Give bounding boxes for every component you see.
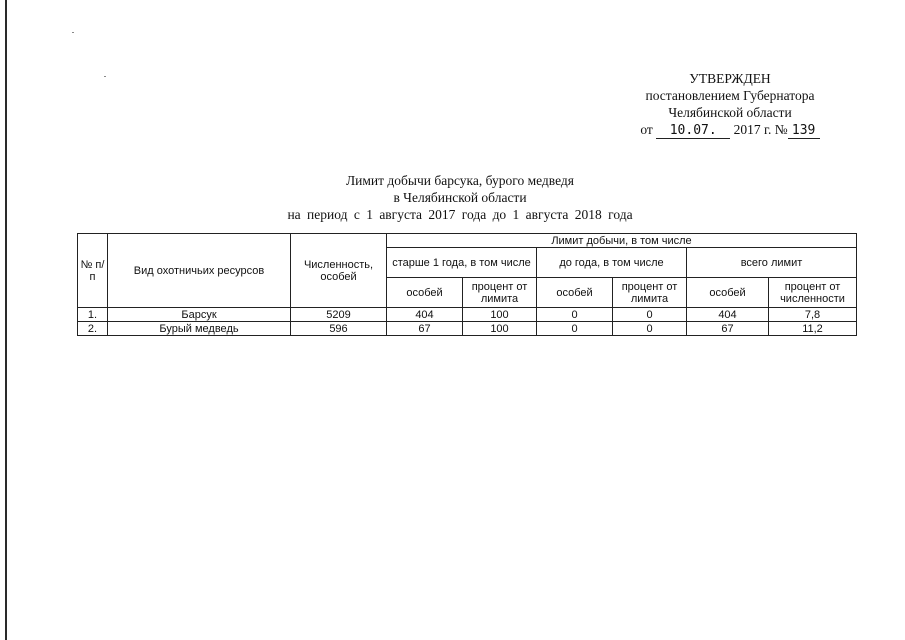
row-population: 596 (291, 322, 387, 336)
header-under-percent: процент от лимита (613, 278, 687, 308)
row-population: 5209 (291, 308, 387, 322)
approval-date-value: 10.07. (656, 124, 730, 139)
header-num: № п/п (78, 234, 108, 308)
header-total-percent: процент от численности (769, 278, 857, 308)
document-title (200, 172, 720, 223)
row-num: 2. (78, 322, 108, 336)
row-total-percent: 7,8 (769, 308, 857, 322)
row-over-percent: 100 (463, 322, 537, 336)
limits-table (77, 233, 857, 336)
row-name: Бурый медведь (108, 322, 291, 336)
scan-speck (104, 76, 106, 77)
row-total-percent: 11,2 (769, 322, 857, 336)
row-under-percent: 0 (613, 308, 687, 322)
header-population: Численность, особей (291, 234, 387, 308)
approval-line-region: Челябинской области (668, 105, 792, 120)
row-under-percent: 0 (613, 322, 687, 336)
header-under-individuals: особей (537, 278, 613, 308)
row-total-count: 404 (687, 308, 769, 322)
header-total-individuals: особей (687, 278, 769, 308)
title-line-1: Лимит добычи барсука, бурого медведя (346, 173, 574, 188)
page-left-edge (5, 0, 7, 640)
approval-date-line (600, 121, 860, 139)
approval-year-label: 2017 г. (733, 122, 772, 137)
header-over-year: старше 1 года, в том числе (387, 248, 537, 278)
approval-line-decree: постановлением Губернатора (645, 88, 815, 103)
approval-block (600, 70, 860, 139)
approval-from-label: от (640, 122, 653, 137)
header-over-individuals: особей (387, 278, 463, 308)
scan-speck (72, 32, 74, 33)
header-total: всего лимит (687, 248, 857, 278)
header-kind: Вид охотничьих ресурсов (108, 234, 291, 308)
row-under-count: 0 (537, 322, 613, 336)
table-row (78, 308, 857, 322)
title-line-period: на период с 1 августа 2017 года до 1 августа 2018 года (287, 207, 633, 222)
row-num: 1. (78, 308, 108, 322)
row-over-count: 67 (387, 322, 463, 336)
approval-heading: УТВЕРЖДЕН (689, 71, 771, 86)
title-line-2: в Челябинской области (393, 190, 527, 205)
row-over-percent: 100 (463, 308, 537, 322)
header-under-year: до года, в том числе (537, 248, 687, 278)
approval-number-value: 139 (788, 124, 820, 139)
header-over-percent: процент от лимита (463, 278, 537, 308)
header-limit-group: Лимит добычи, в том числе (387, 234, 857, 248)
row-over-count: 404 (387, 308, 463, 322)
row-under-count: 0 (537, 308, 613, 322)
approval-number-sign: № (774, 122, 788, 137)
row-total-count: 67 (687, 322, 769, 336)
row-name: Барсук (108, 308, 291, 322)
table-row (78, 322, 857, 336)
